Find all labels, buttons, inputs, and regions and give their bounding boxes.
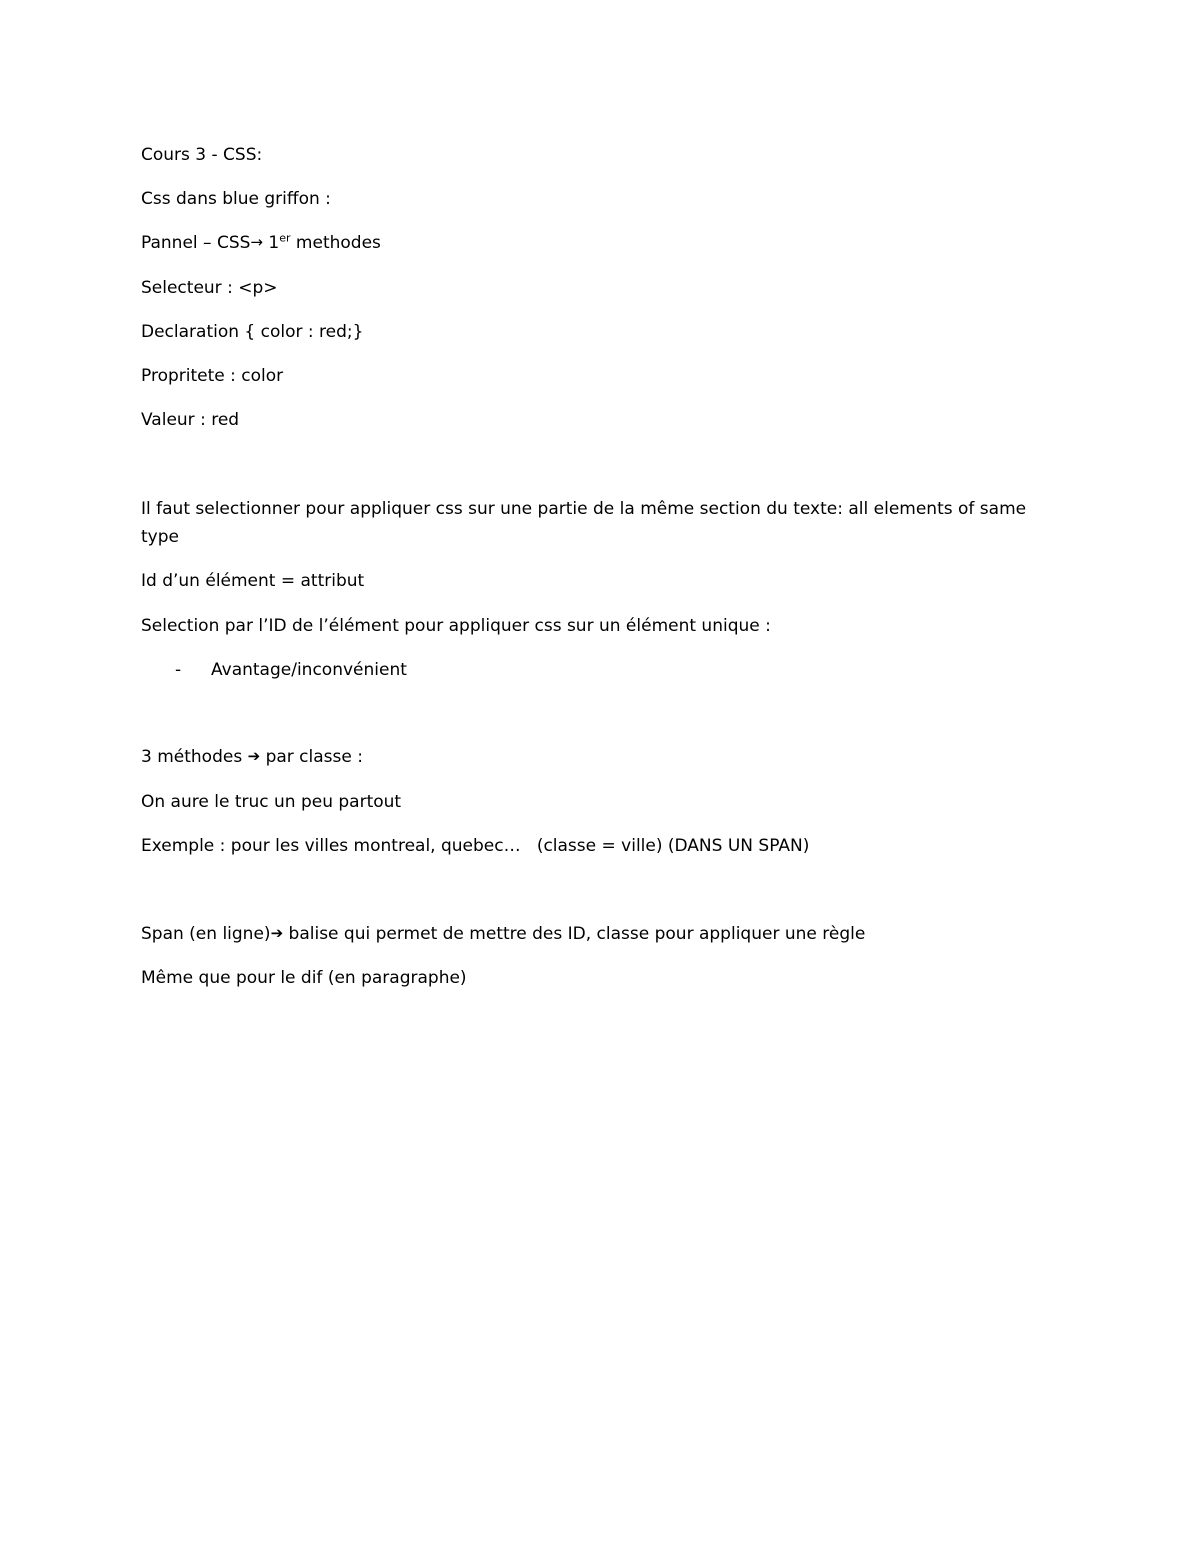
bullet-text: Avantage/inconvénient	[211, 660, 407, 680]
span-prefix: Span (en ligne)	[141, 924, 271, 944]
line-span	[141, 920, 1061, 948]
doc-title: Cours 3 - CSS:	[141, 145, 263, 165]
bullet-item	[175, 656, 407, 684]
line-valeur: Valeur : red	[141, 410, 240, 430]
pannel-prefix: Pannel – CSS	[141, 233, 251, 253]
right-arrow-icon: →	[250, 233, 263, 251]
paragraph-selection: Il faut selectionner pour appliquer css sur une partie de la même section du texte: all elements of same type	[141, 499, 1027, 547]
pannel-ordinal-number: 1	[262, 233, 280, 253]
line-blue-griffon: Css dans blue griffon :	[141, 189, 331, 209]
methodes-suffix: par classe :	[260, 747, 363, 767]
pannel-suffix: methodes	[290, 233, 381, 253]
line-id-element: Id d’un élément = attribut	[141, 571, 365, 591]
line-exemple: Exemple : pour les villes montreal, quebec… (classe = ville) (DANS UN SPAN)	[141, 836, 810, 856]
span-suffix: balise qui permet de mettre des ID, classe pour appliquer une règle	[283, 924, 866, 944]
bullet-marker: -	[175, 660, 182, 680]
line-propriete: Propritete : color	[141, 366, 284, 386]
line-selection-id: Selection par l’ID de l’élément pour appliquer css sur un élément unique :	[141, 616, 771, 636]
line-truc-partout: On aure le truc un peu partout	[141, 792, 402, 812]
line-meme-que: Même que pour le dif (en paragraphe)	[141, 968, 467, 988]
line-pannel	[141, 229, 1061, 257]
bold-right-arrow-icon: ➔	[270, 924, 284, 942]
line-selecteur: Selecteur : <p>	[141, 278, 278, 298]
pannel-ordinal-suffix: er	[279, 231, 291, 245]
line-declaration: Declaration { color : red;}	[141, 322, 364, 342]
methodes-prefix: 3 méthodes	[141, 747, 248, 767]
line-methodes-classe	[141, 743, 1061, 771]
bold-right-arrow-icon: ➔	[247, 747, 261, 765]
